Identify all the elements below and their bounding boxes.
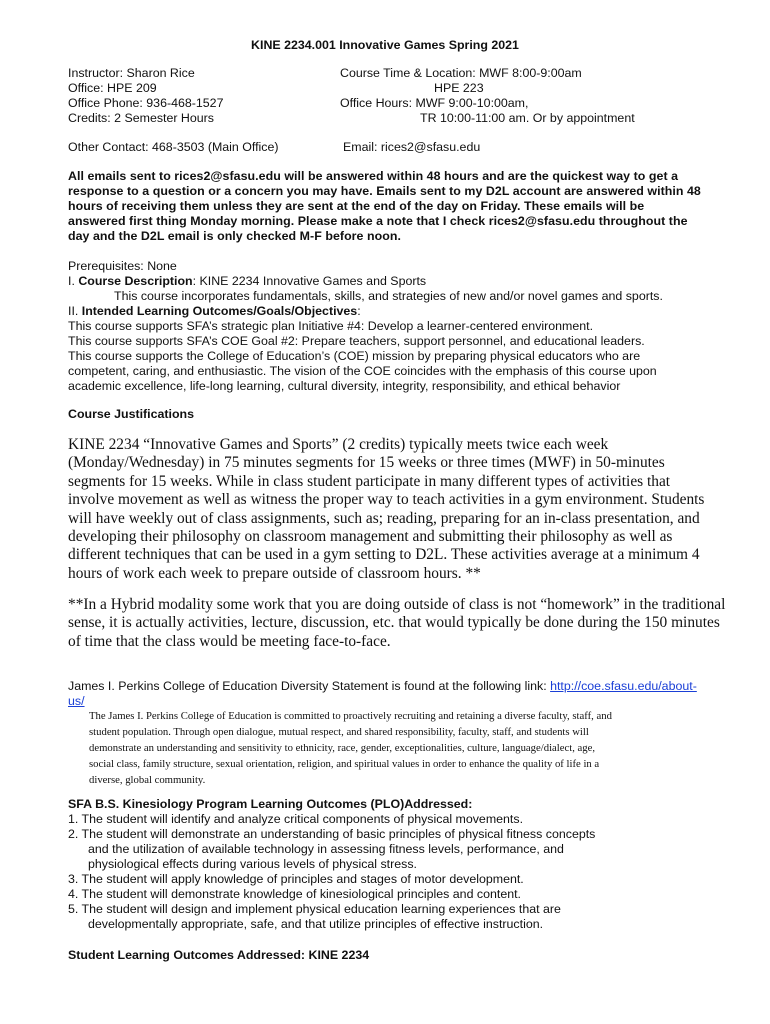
diversity-statement-line: diverse, global community. <box>89 774 206 786</box>
plo-item-continued: physiological effects during various levels of physical stress. <box>88 857 417 871</box>
section-number: II. <box>68 304 82 318</box>
email-notice-line: response to a question or a concern you may have. Emails sent to my D2L account are answered within 48 <box>68 184 701 198</box>
slo-heading: Student Learning Outcomes Addressed: KINE 2234 <box>68 948 370 962</box>
outcomes-heading-line <box>68 304 728 319</box>
hybrid-note-line: of time that the class would be meeting face-to-face. <box>68 632 391 650</box>
course-time-line: Course Time & Location: MWF 8:00-9:00am <box>340 66 582 80</box>
diversity-statement <box>89 708 612 788</box>
outcomes-line: academic excellence, life-long learning, cultural diversity, integrity, responsibility, and ethical behavior <box>68 379 621 393</box>
justifications-line: segments for 15 weeks. While in class student participate in many different types of activities that <box>68 472 671 490</box>
justifications-line: hours of work each week to prepare outside of classroom hours. ** <box>68 564 481 582</box>
email-notice-line: day and the D2L email is only checked M-F before noon. <box>68 229 401 243</box>
header-right <box>340 66 635 126</box>
diversity-statement-line: demonstrate an understanding and sensitivity to ethnicity, race, gender, exceptionalities, culture, language/dialect, age, <box>89 742 596 754</box>
justifications-line: (Monday/Wednesday) in 75 minutes segments for 15 weeks or three times (MWF) in 50-minutes <box>68 454 665 472</box>
hybrid-note <box>68 596 728 651</box>
diversity-intro-line <box>68 679 728 694</box>
justifications-line: different techniques that can be used in a gym setting to D2L. These activities average at a minimum 4 <box>68 546 700 564</box>
email-notice <box>68 169 728 244</box>
plo-section <box>68 797 728 932</box>
plo-item: 3. The student will apply knowledge of principles and stages of motor development. <box>68 872 524 886</box>
course-info <box>68 259 728 394</box>
instructor-line: Instructor: Sharon Rice <box>68 66 195 80</box>
justifications-line: KINE 2234 “Innovative Games and Sports” (2 credits) typically meets twice each week <box>68 436 609 453</box>
diversity-link[interactable]: http://coe.sfasu.edu/about- <box>550 679 697 693</box>
justifications-paragraph <box>68 436 728 583</box>
justifications-heading: Course Justifications <box>68 407 194 421</box>
outcomes-line: This course supports SFA’s COE Goal #2: Prepare teachers, support personnel, and educational leaders. <box>68 334 645 348</box>
document-title: KINE 2234.001 Innovative Games Spring 2021 <box>251 38 519 52</box>
diversity-intro <box>68 679 728 709</box>
office-line: Office: HPE 209 <box>68 81 157 95</box>
location-line: HPE 223 <box>434 81 484 95</box>
justifications-line: developing their philosophy on classroom management and submitting their philosophy as well as <box>68 528 673 546</box>
justifications-line: will have weekly out of class assignments, such as; reading, preparing for an in-class presentation, and <box>68 509 700 527</box>
outcomes-line: This course supports the College of Education’s (COE) mission by preparing physical educators who are <box>68 349 641 363</box>
outcomes-suffix: : <box>357 304 361 318</box>
justifications-line: involve movement as well as witness the proper way to teach activities in a gym environment. Students <box>68 491 705 509</box>
hybrid-note-line: **In a Hybrid modality some work that you are doing outside of class is not “homework” in the traditional <box>68 596 726 613</box>
email-notice-line: answered first thing Monday morning. Please make a note that I check rices2@sfasu.edu throughout the <box>68 214 688 228</box>
prerequisites: Prerequisites: None <box>68 259 177 273</box>
diversity-statement-line: The James I. Perkins College of Education is committed to proactively recruiting and retaining a diverse faculty, staff, and <box>89 710 612 722</box>
plo-item: 1. The student will identify and analyze critical components of physical movements. <box>68 812 524 826</box>
other-contact: Other Contact: 468-3503 (Main Office) <box>68 140 279 154</box>
email-notice-line: All emails sent to rices2@sfasu.edu will be answered within 48 hours and are the quickest way to get a <box>68 169 679 183</box>
section-number: I. <box>68 274 79 288</box>
plo-item: 4. The student will demonstrate knowledge of kinesiological principles and content. <box>68 887 521 901</box>
hybrid-note-line: sense, it is actually activities, lecture, discussion, etc. that would typically be done during the 150 minutes <box>68 614 720 632</box>
course-description-detail: This course incorporates fundamentals, skills, and strategies of new and/or novel games and sports. <box>114 289 663 303</box>
course-description-line <box>68 274 728 289</box>
diversity-statement-line: student population. Through open dialogue, mutual respect, and shared responsibility, faculty, staff, and students will <box>89 726 589 738</box>
diversity-link-continued[interactable]: us/ <box>68 694 85 708</box>
plo-heading: SFA B.S. Kinesiology Program Learning Outcomes (PLO)Addressed: <box>68 797 473 811</box>
diversity-statement-line: social class, family structure, sexual orientation, religion, and spiritual values in order to enhance the quality of life in a <box>89 758 600 770</box>
diversity-intro-text: James I. Perkins College of Education Diversity Statement is found at the following link: <box>68 679 551 693</box>
course-description-label: Course Description <box>78 274 193 288</box>
plo-item: 2. The student will demonstrate an understanding of basic principles of physical fitness concepts <box>68 827 596 841</box>
outcomes-label: Intended Learning Outcomes/Goals/Objectives <box>81 304 358 318</box>
email-notice-line: hours of receiving them unless they are sent at the end of the day on Friday. These emails will be <box>68 199 645 213</box>
email-line: Email: rices2@sfasu.edu <box>343 140 481 154</box>
office-hours-line: Office Hours: MWF 9:00-10:00am, <box>340 96 529 110</box>
outcomes-line: competent, caring, and enthusiastic. The vision of the COE coincides with the emphasis of this course upon <box>68 364 657 378</box>
credits-line: Credits: 2 Semester Hours <box>68 111 214 125</box>
office-phone-line: Office Phone: 936-468-1527 <box>68 96 224 110</box>
plo-item-continued: and the utilization of available technology in assessing fitness levels, performance, and <box>88 842 564 856</box>
office-hours-tr-line: TR 10:00-11:00 am. Or by appointment <box>420 111 635 125</box>
outcomes-line: This course supports SFA’s strategic plan Initiative #4: Develop a learner-centered environment. <box>68 319 594 333</box>
header-left <box>68 66 223 126</box>
plo-item: 5. The student will design and implement physical education learning experiences that are <box>68 902 561 916</box>
plo-item-continued: developmentally appropriate, safe, and that utilize principles of effective instruction. <box>88 917 544 931</box>
course-description-text: : KINE 2234 Innovative Games and Sports <box>192 274 427 288</box>
